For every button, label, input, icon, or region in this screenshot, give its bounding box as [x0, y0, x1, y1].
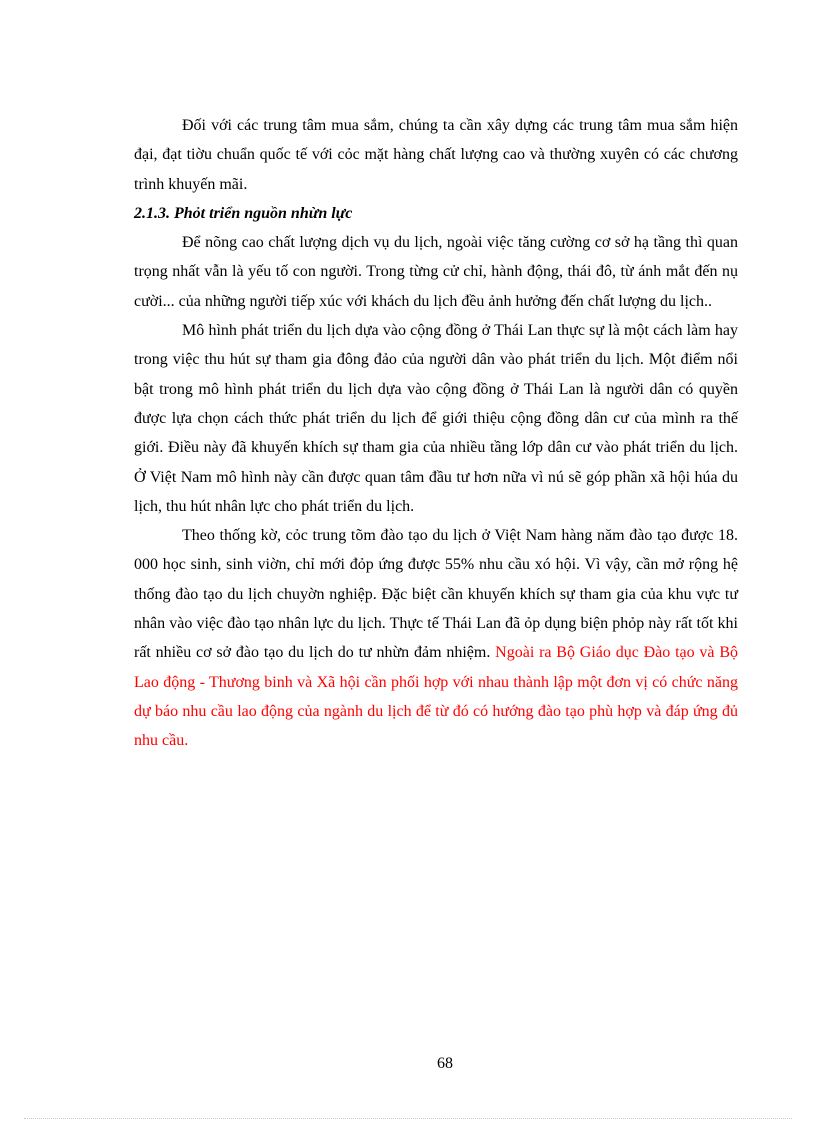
body-text	[134, 111, 738, 756]
section-heading: 2.1.3. Phỏt triển nguồn nhừn lực	[134, 204, 353, 222]
page-bottom-divider	[24, 1118, 792, 1119]
paragraph-community-tourism: Mô hình phát triển du lịch dựa vào cộng đồng ở Thái Lan thực sự là một cách làm hay trong việc thu hút sự tham gia đông đảo của người dân vào phát triển du lịch. Một điểm nổi bật trong mô hình phát triển du lịch dựa vào cộng đồng ở Thái Lan là người dân có quyền được lựa chọn cách thức phát triển du lịch để giới thiệu cộng đồng dân cư của mình ra thế giới. Điều này đã khuyến khích sự tham gia của nhiều tầng lớp dân cư vào phát triển du lịch. Ở Việt Nam mô hình này cần được quan tâm đầu tư hơn nữa vì nú sẽ góp phần xã hội húa du lịch, thu hút nhân lực cho phát triển du lịch.	[134, 322, 738, 515]
paragraph-training	[134, 521, 738, 755]
page-number: 68	[437, 1055, 453, 1072]
training-statistics-text: Theo thống kờ, cỏc trung tõm đào tạo du lịch ở Việt Nam hàng năm đào tạo được 18. 000 học sinh, sinh viờn, chỉ mới đỏp ứng được 55% nhu cầu xó hội. Vì vậy, cần mở rộng hệ thống đào tạo du lịch chuyờn nghiệp. Đặc biệt cần khuyến khích sự tham gia của khu vực tư nhân vào việc đào tạo nhân lực du lịch. Thực tế Thái Lan đã ỏp dụng biện phỏp này rất tốt khi rất nhiều cơ sở đào tạo du lịch do tư nhừn đảm nhiệm.	[134, 527, 738, 662]
paragraph-shopping-centers: Đối với các trung tâm mua sắm, chúng ta cần xây dựng các trung tâm mua sắm hiện đại, đạt tiờu chuẩn quốc tế với cỏc mặt hàng chất lượng cao và thường xuyên có các chương trình khuyến mãi.	[134, 117, 738, 193]
highlighted-recommendation-text: Ngoài ra Bộ Giáo dục Đào tạo và Bộ Lao động - Thương binh và Xã hội cần phối hợp với nhau thành lập một đơn vị có chức năng dự báo nhu cầu lao động của ngành du lịch để từ đó có hướng đào tạo phù hợp và đáp ứng đủ nhu cầu.	[134, 644, 739, 750]
paragraph-service-quality: Để nõng cao chất lượng dịch vụ du lịch, ngoài việc tăng cường cơ sở hạ tầng thì quan trọng nhất vẫn là yếu tố con người. Trong từng cử chỉ, hành động, thái đô, từ ánh mắt đến nụ cười... của những người tiếp xúc với khách du lịch đều ảnh hưởng đến chất lượng du lịch..	[134, 234, 738, 310]
